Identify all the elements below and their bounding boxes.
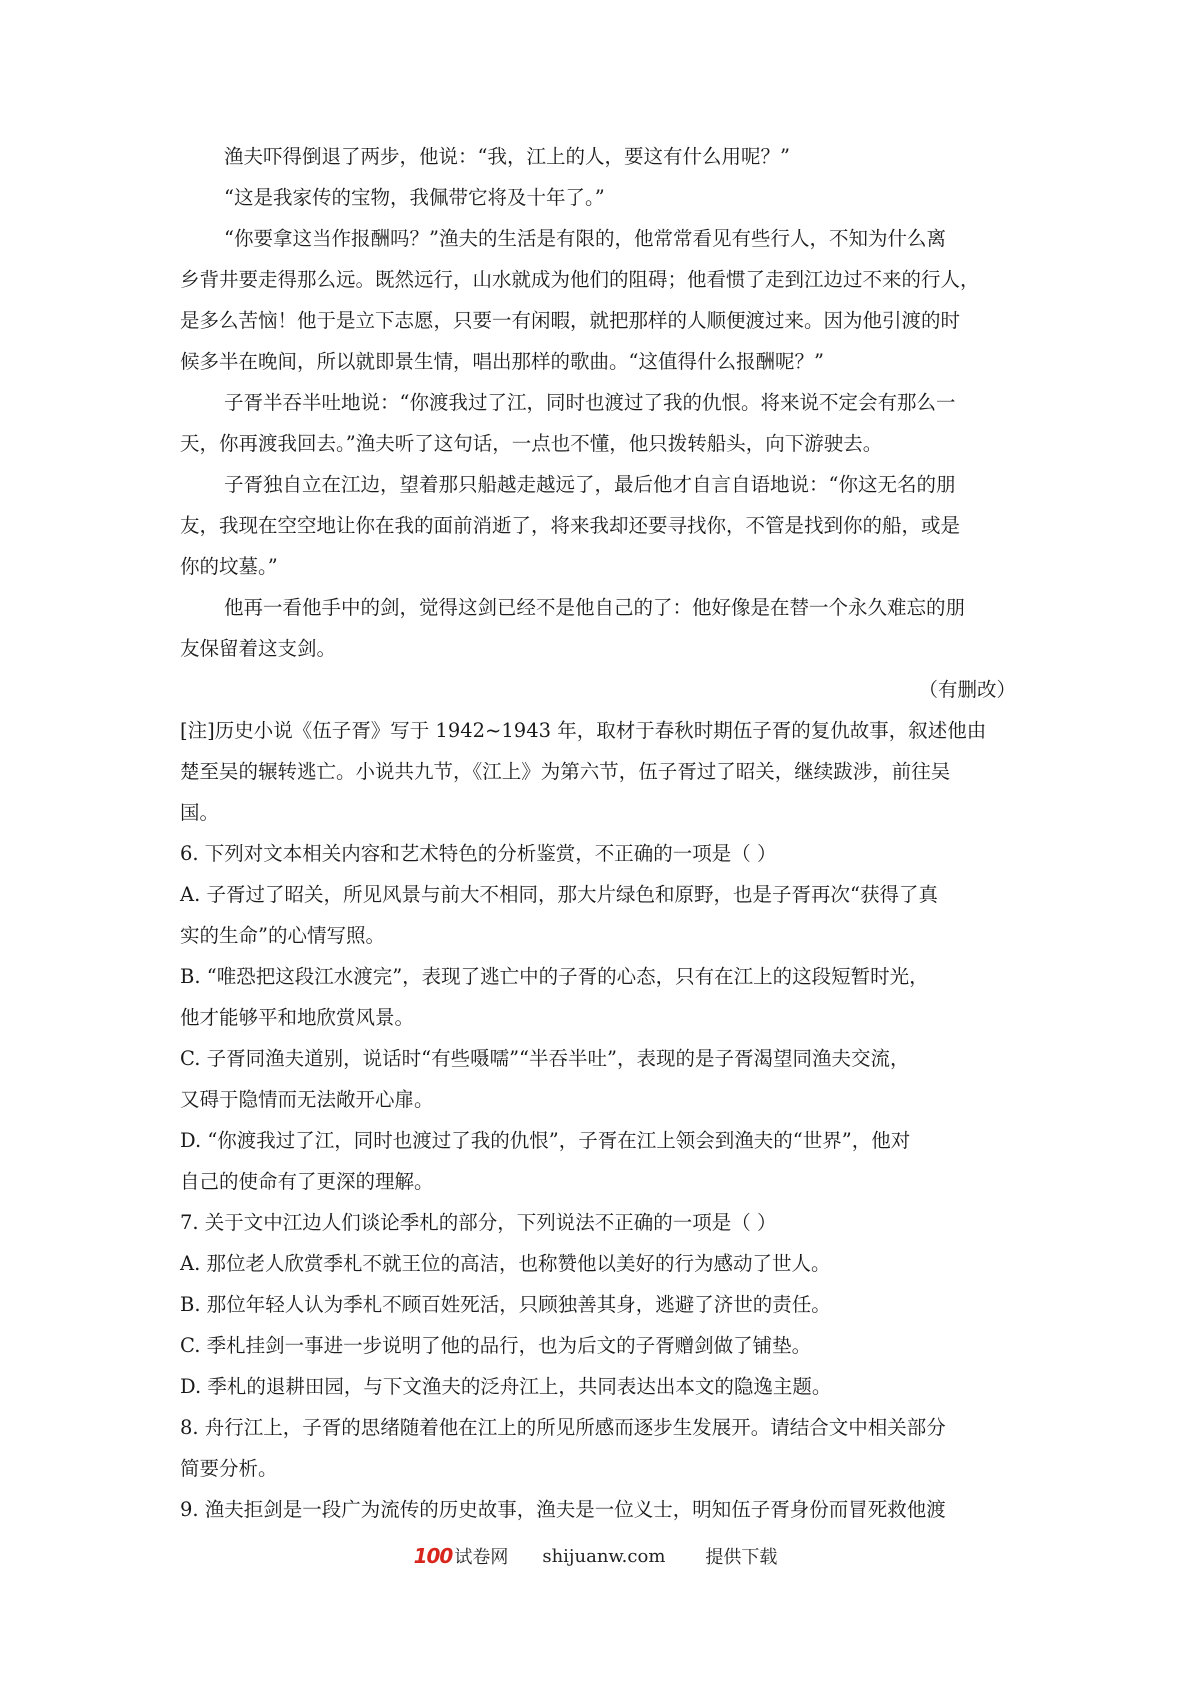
source-note: （有删改） [918,678,1016,701]
passage-line: 友保留着这支剑。 [180,637,337,660]
site-logo[interactable] [414,1543,509,1569]
passage-line: 天，你再渡我回去。”渔夫听了这句话，一点也不懂，他只拨转船头，向下游驶去。 [180,432,883,455]
passage-line: “这是我家传的宝物，我佩带它将及十年了。” [224,186,605,209]
question-line: C. 子胥同渔夫道别，说话时“有些嗫嚅”“半吞半吐”，表现的是子胥渴望同渔夫交流， [180,1047,910,1070]
page-footer [0,1536,1191,1576]
note-line: 国。 [180,801,220,824]
question-line: 他才能够平和地欣赏风景。 [180,1006,415,1029]
passage-line: 子胥独自立在江边，望着那只船越走越远了，最后他才自言自语地说：“你这无名的朋 [224,473,956,496]
passage-line: 是多么苦恼！他于是立下志愿，只要一有闲暇，就把那样的人顺便渡过来。因为他引渡的时 [180,309,961,332]
passage-line: 子胥半吞半吐地说：“你渡我过了江，同时也渡过了我的仇恨。将来说不定会有那么一 [224,391,956,414]
question-line: D. 季札的退耕田园，与下文渔夫的泛舟江上，共同表达出本文的隐逸主题。 [180,1375,832,1398]
note-line: 楚至吴的辗转逃亡。小说共九节，《江上》为第六节，伍子胥过了昭关，继续跋涉，前往吴 [180,760,951,783]
question-line: 又碍于隐情而无法敞开心扉。 [180,1088,434,1111]
question-line: B. “唯恐把这段江水渡完”，表现了逃亡中的子胥的心态，只有在江上的这段短暂时光， [180,965,929,988]
question-line: 9. 渔夫拒剑是一段广为流传的历史故事，渔夫是一位义士，明知伍子胥身份而冒死救他渡 [180,1498,946,1521]
passage-line: “你要拿这当作报酬吗？”渔夫的生活是有限的，他常常看见有些行人，不知为什么离 [224,227,946,250]
passage-line: 你的坟墓。” [180,555,278,578]
passage-line: 乡背井要走得那么远。既然远行，山水就成为他们的阻碍；他看惯了走到江边过不来的行人， [180,268,980,291]
question-line: 6. 下列对文本相关内容和艺术特色的分析鉴赏，不正确的一项是（ ） [180,842,777,865]
question-line: B. 那位年轻人认为季札不顾百姓死活，只顾独善其身，逃避了济世的责任。 [180,1293,831,1316]
passage-text [180,136,1016,669]
question-line: A. 子胥过了昭关，所见风景与前大不相同，那大片绿色和原野，也是子胥再次“获得了真 [180,883,938,906]
site-url[interactable]: shijuanw.com [542,1545,666,1567]
question-line: 自己的使命有了更深的理解。 [180,1170,434,1193]
passage-line: 候多半在晚间，所以就即景生情，唱出那样的歌曲。“这值得什么报酬呢？” [180,350,824,373]
question-line: C. 季札挂剑一事进一步说明了他的品行，也为后文的子胥赠剑做了铺垫。 [180,1334,812,1357]
annotation-note [180,710,1016,833]
question-list [180,833,1016,1530]
logo-number: 100 [413,1544,453,1568]
question-line: A. 那位老人欣赏季札不就王位的高洁，也称赞他以美好的行为感动了世人。 [180,1252,831,1275]
question-line: D. “你渡我过了江，同时也渡过了我的仇恨”，子胥在江上领会到渔夫的“世界”，他对 [180,1129,911,1152]
question-line: 7. 关于文中江边人们谈论季札的部分，下列说法不正确的一项是（ ） [180,1211,777,1234]
passage-line: 友，我现在空空地让你在我的面前消逝了，将来我却还要寻找你，不管是找到你的船，或是 [180,514,961,537]
page-content [180,136,1016,1530]
passage-line: 他再一看他手中的剑，觉得这剑已经不是他自己的了：他好像是在替一个永久难忘的朋 [224,596,966,619]
question-line: 实的生命”的心情写照。 [180,924,385,947]
logo-text: 试卷网 [454,1547,509,1568]
question-line: 简要分析。 [180,1457,278,1480]
note-line: [注]历史小说《伍子胥》写于 1942~1943 年，取材于春秋时期伍子胥的复仇故事，叙述他由 [180,719,987,742]
passage-line: 渔夫吓得倒退了两步，他说：“我，江上的人，要这有什么用呢？” [224,145,790,168]
question-line: 8. 舟行江上，子胥的思绪随着他在江上的所见所感而逐步生发展开。请结合文中相关部分 [180,1416,946,1439]
download-label: 提供下载 [705,1547,778,1568]
